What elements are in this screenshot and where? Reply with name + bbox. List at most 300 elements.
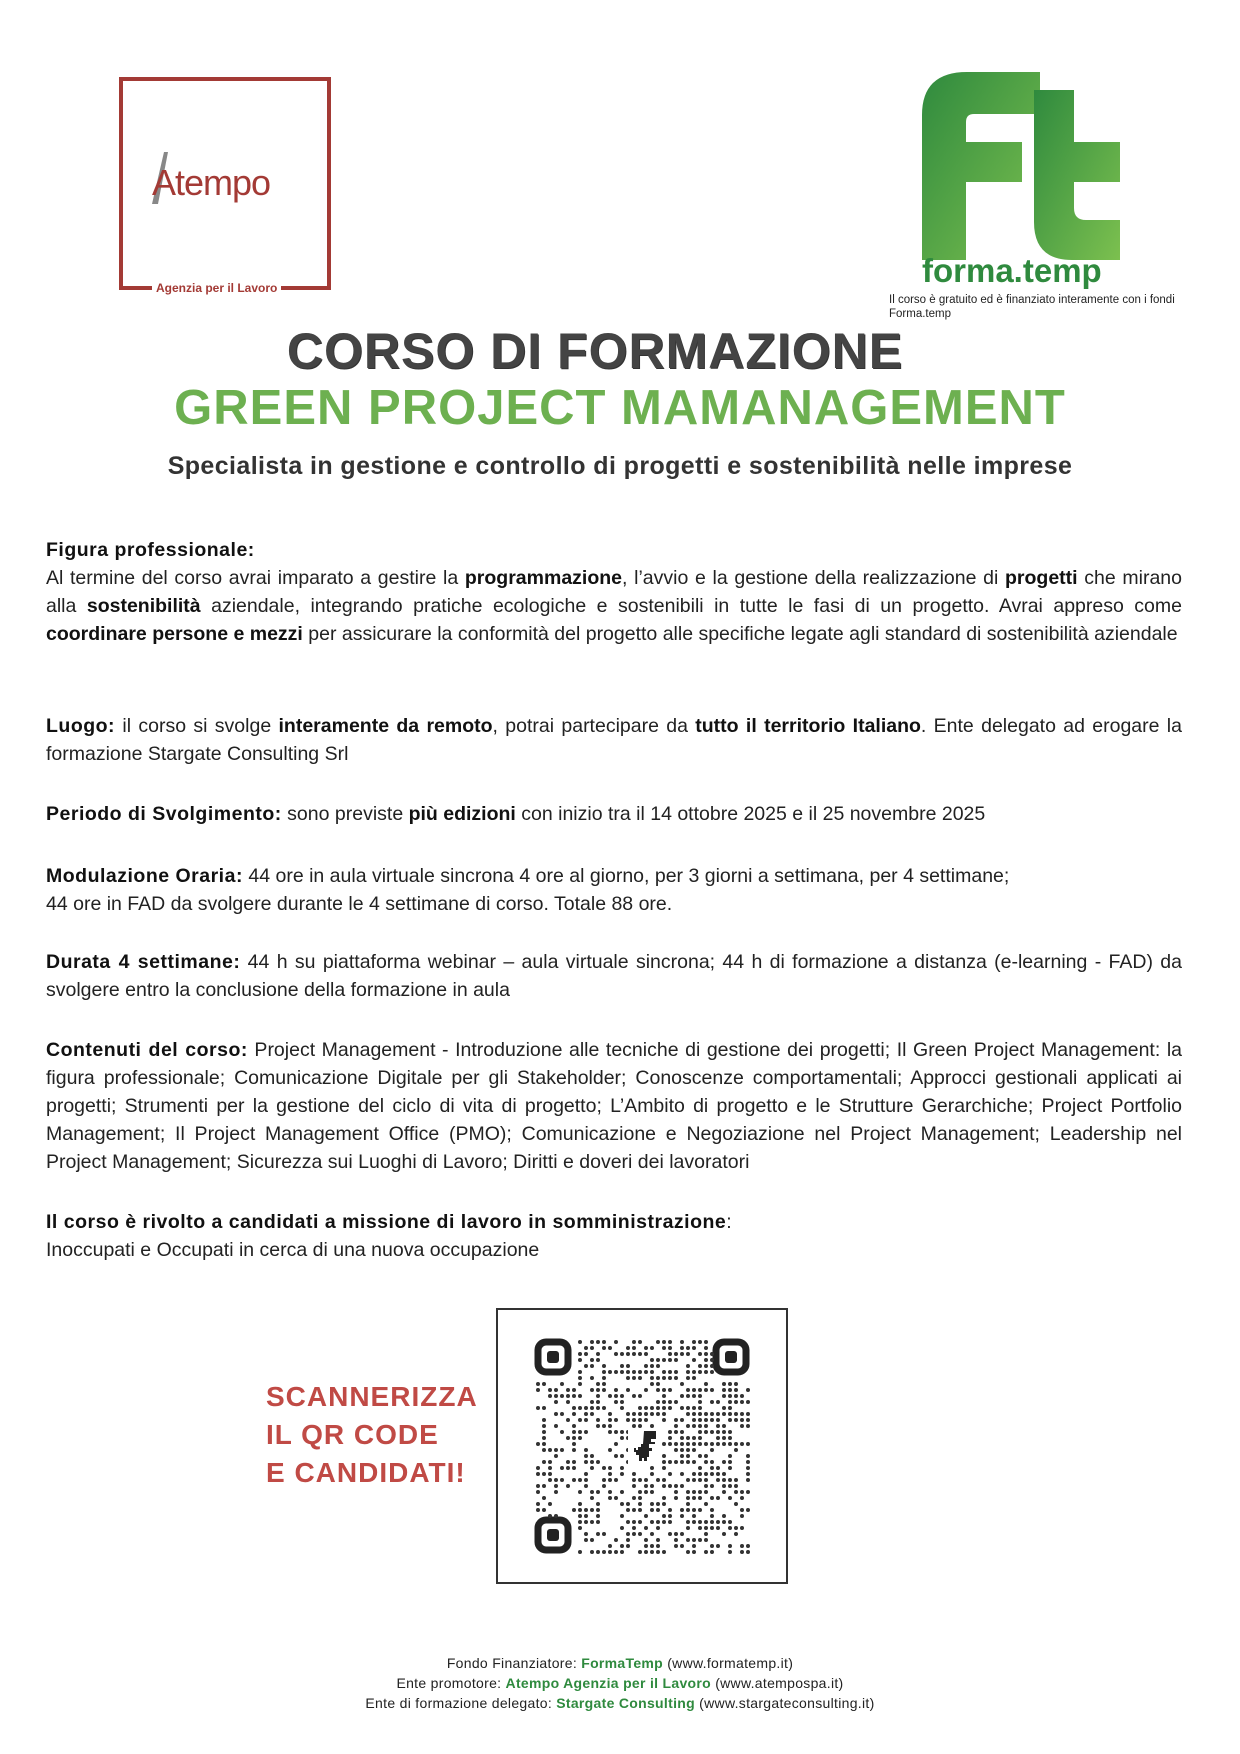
qr-module xyxy=(662,1358,666,1362)
qr-module xyxy=(584,1352,588,1356)
qr-module xyxy=(656,1478,660,1482)
qr-module xyxy=(722,1412,726,1416)
qr-module xyxy=(620,1352,624,1356)
qr-module xyxy=(710,1466,714,1470)
qr-module xyxy=(722,1394,726,1398)
section-target: Il corso è rivolto a candidati a missione di lavoro in somministrazione: Inoccupati e Occupati in cerca di una nuova occupazione xyxy=(46,1211,732,1261)
qr-module xyxy=(578,1358,582,1362)
qr-module xyxy=(626,1418,630,1422)
qr-module xyxy=(662,1376,666,1380)
formatemp-wordmark: forma.temp xyxy=(922,252,1102,289)
qr-module xyxy=(644,1388,648,1392)
qr-module xyxy=(722,1514,726,1518)
qr-module xyxy=(710,1484,714,1488)
qr-module xyxy=(704,1430,708,1434)
qr-module xyxy=(632,1496,636,1500)
qr-module xyxy=(638,1478,642,1482)
qr-module xyxy=(596,1400,600,1404)
qr-module xyxy=(536,1472,540,1476)
qr-module xyxy=(704,1382,708,1386)
qr-module xyxy=(740,1514,744,1518)
qr-module xyxy=(578,1382,582,1386)
qr-module xyxy=(626,1508,630,1512)
qr-module xyxy=(638,1496,642,1500)
qr-module xyxy=(680,1382,684,1386)
qr-module xyxy=(716,1436,720,1440)
qr-module xyxy=(536,1388,540,1392)
qr-module xyxy=(626,1520,630,1524)
qr-module xyxy=(626,1532,630,1536)
footer-funder: Fondo Finanziatore: FormaTemp (www.formatemp.it) xyxy=(446,1655,794,1671)
qr-module xyxy=(614,1550,618,1554)
qr-module xyxy=(722,1388,726,1392)
qr-module xyxy=(608,1478,612,1482)
qr-module xyxy=(590,1550,594,1554)
qr-module xyxy=(656,1520,660,1524)
qr-module xyxy=(614,1388,618,1392)
qr-module xyxy=(656,1544,660,1548)
qr-module xyxy=(566,1466,570,1470)
qr-module xyxy=(590,1388,594,1392)
qr-module xyxy=(572,1508,576,1512)
qr-module xyxy=(746,1418,750,1422)
qr-module xyxy=(590,1496,594,1500)
qr-module xyxy=(566,1394,570,1398)
qr-module xyxy=(596,1424,600,1428)
qr-module xyxy=(716,1412,720,1416)
qr-module xyxy=(740,1526,744,1530)
qr-module xyxy=(734,1448,738,1452)
qr-module xyxy=(554,1478,558,1482)
qr-module xyxy=(650,1508,654,1512)
qr-module xyxy=(620,1406,624,1410)
qr-module xyxy=(626,1346,630,1350)
qr-module xyxy=(722,1532,726,1536)
qr-module xyxy=(596,1406,600,1410)
qr-module xyxy=(704,1442,708,1446)
qr-module xyxy=(650,1490,654,1494)
qr-module xyxy=(536,1508,540,1512)
qr-module xyxy=(608,1496,612,1500)
qr-module xyxy=(638,1394,642,1398)
qr-module xyxy=(560,1448,564,1452)
qr-module xyxy=(626,1352,630,1356)
qr-module xyxy=(596,1490,600,1494)
qr-code[interactable] xyxy=(496,1308,788,1584)
qr-module xyxy=(692,1514,696,1518)
qr-module xyxy=(656,1388,660,1392)
qr-module xyxy=(728,1526,732,1530)
qr-module xyxy=(620,1364,624,1368)
qr-module xyxy=(578,1352,582,1356)
qr-module xyxy=(710,1358,714,1362)
qr-module xyxy=(704,1352,708,1356)
qr-module xyxy=(638,1352,642,1356)
atempo-logo xyxy=(118,76,332,295)
qr-module xyxy=(710,1442,714,1446)
qr-module xyxy=(710,1520,714,1524)
qr-module xyxy=(584,1412,588,1416)
qr-module xyxy=(572,1412,576,1416)
qr-module xyxy=(578,1502,582,1506)
atempo-wordmark: Atempo xyxy=(152,162,271,203)
qr-module xyxy=(740,1394,744,1398)
qr-module xyxy=(668,1484,672,1488)
qr-module xyxy=(704,1460,708,1464)
qr-module xyxy=(722,1460,726,1464)
qr-module xyxy=(620,1550,624,1554)
qr-module xyxy=(548,1502,552,1506)
qr-module xyxy=(710,1370,714,1374)
section-periodo: Periodo di Svolgimento: sono previste più edizioni con inizio tra il 14 ottobre 2025 e il 25 novembre 2025 xyxy=(46,803,986,825)
qr-module xyxy=(740,1544,744,1548)
qr-module xyxy=(602,1532,606,1536)
qr-module xyxy=(680,1484,684,1488)
qr-module xyxy=(692,1388,696,1392)
qr-module xyxy=(632,1340,636,1344)
qr-module xyxy=(698,1490,702,1494)
qr-module xyxy=(548,1466,552,1470)
qr-module xyxy=(716,1442,720,1446)
qr-module xyxy=(584,1364,588,1368)
qr-module xyxy=(638,1502,642,1506)
qr-module xyxy=(668,1352,672,1356)
qr-module xyxy=(560,1478,564,1482)
qr-module xyxy=(698,1478,702,1482)
qr-module xyxy=(662,1370,666,1374)
qr-module xyxy=(644,1478,648,1482)
qr-module xyxy=(626,1502,630,1506)
qr-module xyxy=(578,1370,582,1374)
qr-module xyxy=(626,1376,630,1380)
qr-module xyxy=(722,1490,726,1494)
qr-module xyxy=(590,1520,594,1524)
qr-module xyxy=(578,1514,582,1518)
qr-module xyxy=(554,1412,558,1416)
qr-module xyxy=(680,1448,684,1452)
qr-module xyxy=(614,1418,618,1422)
qr-module xyxy=(542,1472,546,1476)
contenuti-label: Contenuti del corso: xyxy=(46,1039,248,1061)
qr-module xyxy=(536,1502,540,1506)
qr-module xyxy=(584,1430,588,1434)
qr-module xyxy=(554,1448,558,1452)
qr-module xyxy=(608,1412,612,1416)
qr-module xyxy=(656,1508,660,1512)
qr-module xyxy=(722,1382,726,1386)
qr-module xyxy=(590,1358,594,1362)
qr-module xyxy=(704,1520,708,1524)
qr-module xyxy=(560,1430,564,1434)
qr-module xyxy=(692,1436,696,1440)
qr-module xyxy=(680,1436,684,1440)
qr-module xyxy=(674,1352,678,1356)
qr-module xyxy=(710,1472,714,1476)
qr-module xyxy=(578,1394,582,1398)
qr-module xyxy=(668,1400,672,1404)
qr-module xyxy=(662,1412,666,1416)
qr-module xyxy=(686,1448,690,1452)
qr-module xyxy=(674,1370,678,1374)
qr-module xyxy=(572,1466,576,1470)
qr-module xyxy=(680,1454,684,1458)
qr-module xyxy=(584,1346,588,1350)
qr-module xyxy=(638,1406,642,1410)
qr-module xyxy=(698,1424,702,1428)
footer xyxy=(0,1653,1240,1713)
qr-module xyxy=(668,1376,672,1380)
qr-module xyxy=(674,1490,678,1494)
qr-module xyxy=(542,1406,546,1410)
qr-module xyxy=(728,1388,732,1392)
qr-module xyxy=(662,1484,666,1488)
qr-module xyxy=(638,1424,642,1428)
qr-module xyxy=(632,1532,636,1536)
qr-module xyxy=(566,1484,570,1488)
qr-module xyxy=(554,1424,558,1428)
qr-module xyxy=(560,1466,564,1470)
qr-module xyxy=(584,1508,588,1512)
qr-call-to-action: SCANNERIZZA IL QR CODE E CANDIDATI! xyxy=(266,1381,478,1488)
qr-module xyxy=(548,1394,552,1398)
qr-module xyxy=(734,1412,738,1416)
footer-promoter: Ente promotore: Atempo Agenzia per il Lavoro (www.atempospa.it) xyxy=(396,1675,844,1691)
qr-module xyxy=(584,1538,588,1542)
qr-module xyxy=(656,1412,660,1416)
qr-module xyxy=(584,1406,588,1410)
qr-module xyxy=(692,1424,696,1428)
qr-module xyxy=(584,1532,588,1536)
qr-module xyxy=(704,1418,708,1422)
qr-module xyxy=(596,1502,600,1506)
qr-module xyxy=(746,1454,750,1458)
qr-module xyxy=(542,1418,546,1422)
qr-module xyxy=(584,1514,588,1518)
qr-module xyxy=(704,1484,708,1488)
qr-module xyxy=(740,1508,744,1512)
qr-module xyxy=(728,1400,732,1404)
qr-module xyxy=(710,1388,714,1392)
qr-module xyxy=(662,1460,666,1464)
qr-module xyxy=(734,1394,738,1398)
qr-module xyxy=(728,1430,732,1434)
qr-module xyxy=(638,1370,642,1374)
qr-module xyxy=(686,1442,690,1446)
qr-module xyxy=(554,1388,558,1392)
qr-module xyxy=(578,1520,582,1524)
qr-module xyxy=(668,1436,672,1440)
qr-module xyxy=(686,1364,690,1368)
qr-module xyxy=(626,1538,630,1542)
qr-module xyxy=(632,1370,636,1374)
qr-module xyxy=(734,1502,738,1506)
qr-module xyxy=(650,1358,654,1362)
qr-module xyxy=(602,1376,606,1380)
qr-module xyxy=(632,1484,636,1488)
qr-module xyxy=(650,1520,654,1524)
qr-module xyxy=(614,1430,618,1434)
qr-module xyxy=(698,1352,702,1356)
qr-module xyxy=(722,1472,726,1476)
qr-module xyxy=(596,1394,600,1398)
qr-module xyxy=(620,1400,624,1404)
qr-module xyxy=(662,1502,666,1506)
qr-module xyxy=(686,1394,690,1398)
qr-module xyxy=(686,1424,690,1428)
qr-module xyxy=(668,1340,672,1344)
qr-module xyxy=(542,1496,546,1500)
qr-module xyxy=(704,1340,708,1344)
qr-module xyxy=(674,1538,678,1542)
qr-module xyxy=(668,1514,672,1518)
qr-module xyxy=(704,1478,708,1482)
qr-module xyxy=(650,1532,654,1536)
qr-module xyxy=(668,1460,672,1464)
qr-module xyxy=(716,1526,720,1530)
qr-module xyxy=(710,1400,714,1404)
qr-module xyxy=(680,1460,684,1464)
qr-module xyxy=(620,1436,624,1440)
qr-module xyxy=(674,1532,678,1536)
qr-module xyxy=(746,1478,750,1482)
qr-module xyxy=(710,1550,714,1554)
qr-module xyxy=(596,1418,600,1422)
qr-module xyxy=(536,1490,540,1494)
qr-module xyxy=(536,1382,540,1386)
qr-module xyxy=(710,1418,714,1422)
qr-module xyxy=(656,1376,660,1380)
qr-module xyxy=(680,1544,684,1548)
qr-module xyxy=(548,1460,552,1464)
qr-module xyxy=(644,1514,648,1518)
qr-module xyxy=(554,1400,558,1404)
qr-module xyxy=(578,1436,582,1440)
qr-module xyxy=(734,1400,738,1404)
qr-module xyxy=(680,1514,684,1518)
qr-module xyxy=(692,1376,696,1380)
qr-module xyxy=(692,1508,696,1512)
qr-module xyxy=(632,1472,636,1476)
qr-module xyxy=(638,1490,642,1494)
qr-module xyxy=(590,1346,594,1350)
qr-module xyxy=(692,1448,696,1452)
qr-module xyxy=(680,1430,684,1434)
qr-module xyxy=(584,1520,588,1524)
qr-module xyxy=(572,1442,576,1446)
qr-module xyxy=(644,1526,648,1530)
qr-module xyxy=(698,1370,702,1374)
formatemp-mark xyxy=(922,70,1132,260)
qr-module xyxy=(674,1400,678,1404)
qr-module xyxy=(650,1412,654,1416)
qr-module xyxy=(542,1448,546,1452)
qr-module xyxy=(644,1352,648,1356)
qr-module xyxy=(728,1466,732,1470)
qr-module xyxy=(686,1490,690,1494)
qr-module xyxy=(734,1442,738,1446)
qr-module xyxy=(548,1478,552,1482)
qr-module xyxy=(710,1526,714,1530)
qr-module xyxy=(578,1340,582,1344)
qr-module xyxy=(602,1382,606,1386)
qr-module xyxy=(692,1346,696,1350)
qr-module xyxy=(746,1460,750,1464)
qr-module xyxy=(668,1472,672,1476)
qr-module xyxy=(686,1436,690,1440)
qr-module xyxy=(746,1466,750,1470)
qr-module xyxy=(698,1418,702,1422)
qr-module xyxy=(674,1358,678,1362)
qr-module xyxy=(728,1544,732,1548)
qr-module xyxy=(686,1538,690,1542)
qr-module xyxy=(728,1436,732,1440)
qr-module xyxy=(644,1412,648,1416)
qr-module xyxy=(536,1406,540,1410)
qr-module xyxy=(686,1520,690,1524)
qr-module xyxy=(578,1478,582,1482)
dinosaur-icon xyxy=(628,1428,658,1464)
qr-module xyxy=(728,1496,732,1500)
qr-module xyxy=(704,1346,708,1350)
qr-module xyxy=(626,1544,630,1548)
qr-module xyxy=(650,1484,654,1488)
qr-module xyxy=(698,1466,702,1470)
qr-module xyxy=(692,1490,696,1494)
qr-module xyxy=(686,1508,690,1512)
qr-module xyxy=(602,1424,606,1428)
qr-module xyxy=(572,1424,576,1428)
qr-module xyxy=(620,1394,624,1398)
qr-module xyxy=(650,1424,654,1428)
qr-module xyxy=(698,1394,702,1398)
qr-module xyxy=(626,1388,630,1392)
qr-module xyxy=(644,1550,648,1554)
qr-module xyxy=(590,1466,594,1470)
qr-module xyxy=(686,1478,690,1482)
qr-module xyxy=(614,1538,618,1542)
qr-module xyxy=(704,1424,708,1428)
qr-module xyxy=(584,1418,588,1422)
qr-module xyxy=(614,1340,618,1344)
course-subtitle: Specialista in gestione e controllo di progetti e sostenibilità nelle imprese xyxy=(167,452,1073,480)
qr-module xyxy=(548,1448,552,1452)
qr-module xyxy=(698,1388,702,1392)
qr-module xyxy=(716,1430,720,1434)
qr-module xyxy=(602,1364,606,1368)
qr-module xyxy=(632,1508,636,1512)
qr-module xyxy=(680,1472,684,1476)
qr-module xyxy=(710,1544,714,1548)
qr-module xyxy=(596,1352,600,1356)
qr-module xyxy=(662,1478,666,1482)
qr-module xyxy=(608,1346,612,1350)
qr-module xyxy=(686,1454,690,1458)
qr-module xyxy=(740,1442,744,1446)
section-luogo: Luogo: il corso si svolge interamente da remoto, potrai partecipare da tutto il territorio Italiano. Ente delegato ad erogare la formazione Stargate Consulting Srl xyxy=(46,715,1182,765)
qr-module xyxy=(680,1394,684,1398)
qr-module xyxy=(650,1472,654,1476)
funding-note: Il corso è gratuito ed è finanziato interamente con i fondi Forma.temp xyxy=(889,294,1175,320)
qr-module xyxy=(536,1484,540,1488)
qr-module xyxy=(686,1550,690,1554)
qr-code-graphic[interactable] xyxy=(534,1338,750,1554)
qr-module xyxy=(698,1520,702,1524)
qr-module xyxy=(740,1490,744,1494)
qr-module xyxy=(608,1466,612,1470)
qr-module xyxy=(614,1454,618,1458)
qr-module xyxy=(620,1544,624,1548)
qr-module xyxy=(590,1460,594,1464)
